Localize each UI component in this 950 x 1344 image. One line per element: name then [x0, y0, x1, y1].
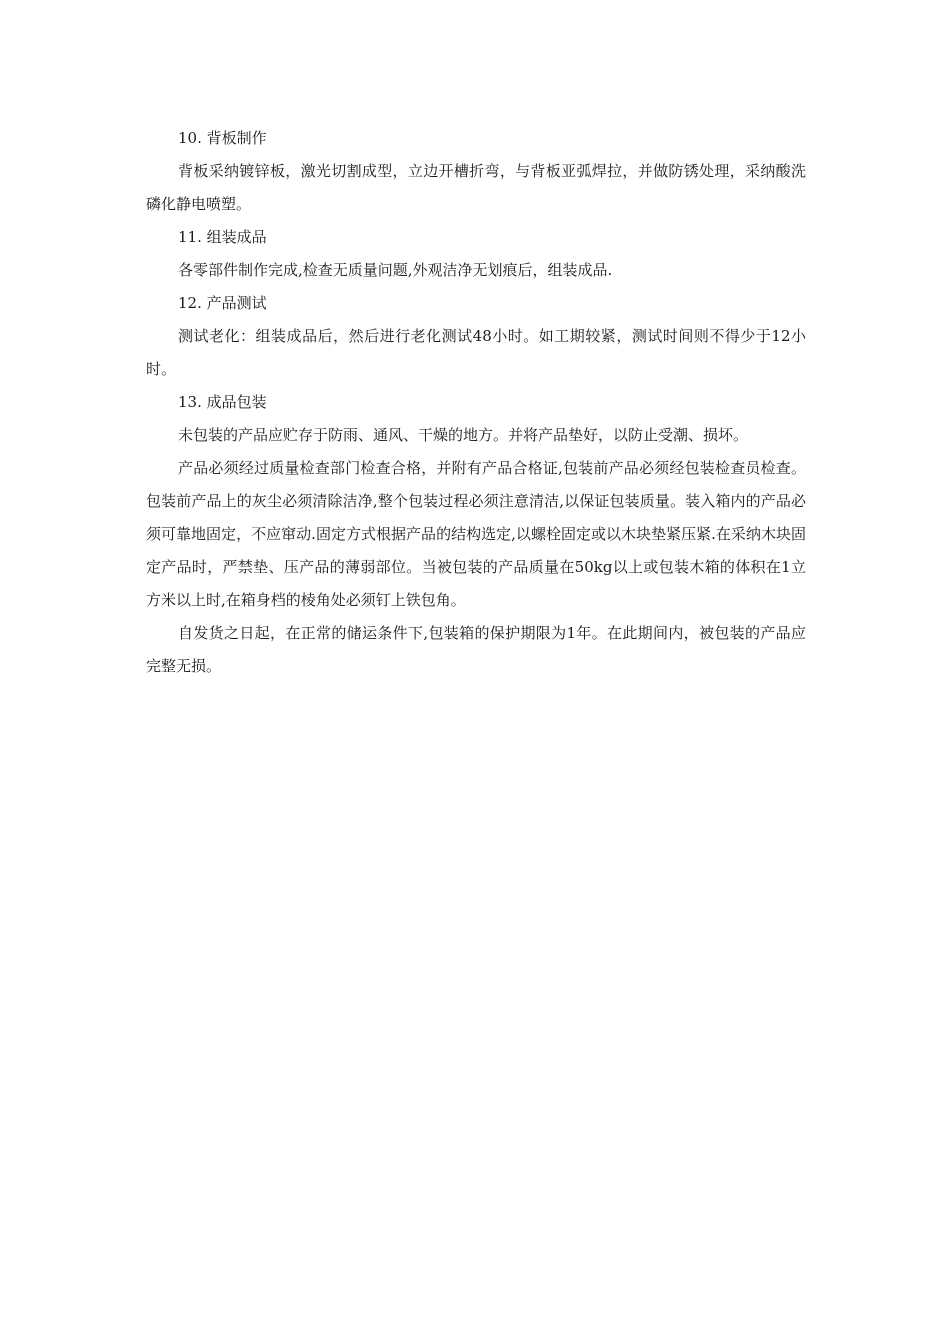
section-heading: 10. 背板制作 [178, 129, 267, 147]
paragraph: 测试老化：组装成品后，然后进行老化测试48小时。如工期较紧，测试时间则不得少于12小时。 [146, 327, 806, 378]
paragraph: 未包装的产品应贮存于防雨、通风、干燥的地方。并将产品垫好，以防止受潮、损坏。 [178, 426, 749, 444]
section-heading: 11. 组装成品 [178, 228, 267, 246]
paragraph: 自发货之日起，在正常的储运条件下,包装箱的保护期限为1年。在此期间内，被包装的产品应完整无损。 [146, 624, 806, 675]
section-heading: 13. 成品包装 [178, 393, 267, 411]
paragraph: 各零部件制作完成,检查无质量问题,外观洁净无划痕后，组装成品. [178, 261, 613, 279]
section-heading: 12. 产品测试 [178, 294, 267, 312]
paragraph: 背板采纳镀锌板，激光切割成型，立边开槽折弯，与背板亚弧焊拉，并做防锈处理，采纳酸洗磷化静电喷塑。 [146, 162, 806, 213]
paragraph: 产品必须经过质量检查部门检查合格，并附有产品合格证,包装前产品必须经包装检查员检查。包装前产品上的灰尘必须清除洁净,整个包装过程必须注意清洁,以保证包装质量。装入箱内的产品必须可靠地固定，不应窜动.固定方式根据产品的结构选定,以螺栓固定或以木块垫紧压紧.在采纳木块固定产品时，严禁垫、压产品的薄弱部位。当被包装的产品质量在50kg以上或包装木箱的体积在1立方米以上时,在箱身档的棱角处必须钉上铁包角。 [146, 459, 806, 609]
document-body [146, 122, 806, 683]
